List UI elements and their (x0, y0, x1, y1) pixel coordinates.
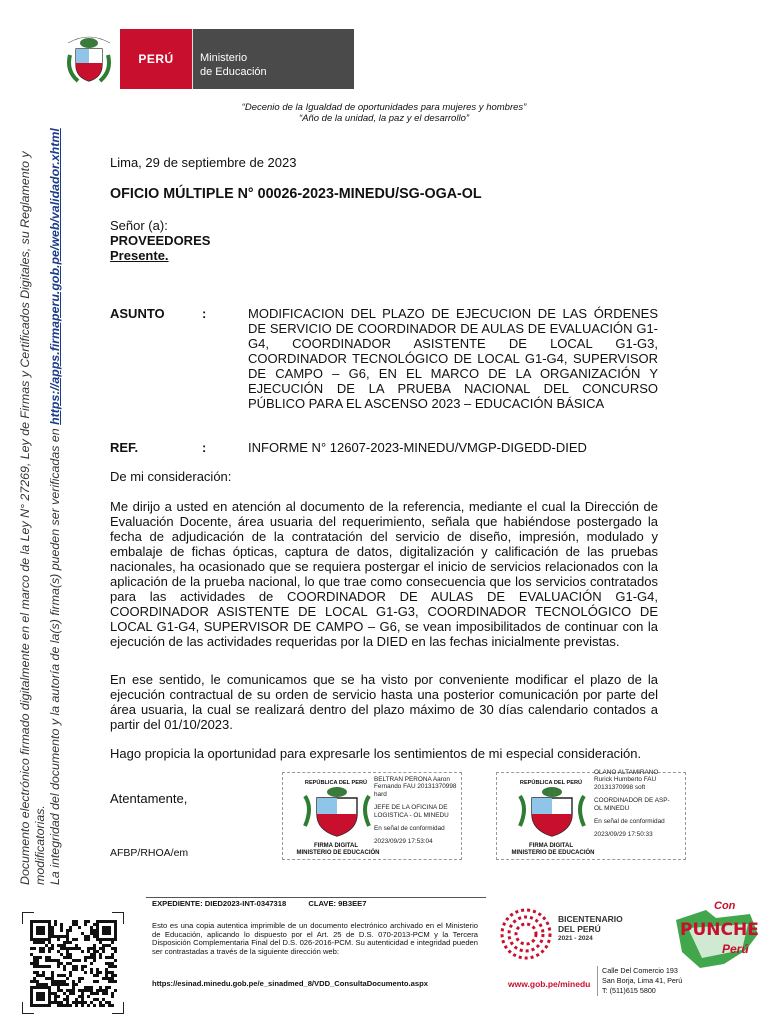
punche-label: PUNCHE (680, 920, 759, 940)
ref-text: INFORME N° 12607-2023-MINEDU/VMGP-DIGEDD-DIED (248, 440, 587, 455)
signer-1-name-2: Fernando FAU 20131370998 (374, 783, 457, 791)
seal-caption-1a: FIRMA DIGITAL (314, 843, 358, 849)
footer-divider (146, 897, 486, 898)
authenticity-notice: Esto es una copia autentica imprimible de un documento electrónico archivado en el Ministerio de Educación, aplicando lo dispuesto por el Art. 25 de D.S. 070-2013-PCM y la Tercera Disposición Complementaria Final del D.S. 026-2016-PCM. Su autenticidad e integridad pueden ser contrastadas a través de la siguiente dirección web: (152, 921, 478, 956)
ministry-name (192, 29, 354, 89)
expediente-line (152, 899, 366, 908)
signer-1-role-1: JEFE DE LA OFICINA DE (374, 804, 448, 812)
address-line-2: San Borja, Lima 41, Perú (602, 976, 683, 985)
digital-signature-note (18, 85, 63, 885)
asunto-colon: : (202, 306, 207, 321)
address-line-1: Calle Del Comercio 193 (602, 966, 678, 975)
bicentenario-line-1: BICENTENARIO (558, 914, 623, 924)
paragraph-3: Hago propicia la oportunidad para expresarle los sentimientos de mi especial consideración. (110, 746, 642, 761)
expediente: EXPEDIENTE: DIED2023-INT-0347318 (152, 899, 287, 908)
bicentenario-logo-icon (500, 904, 552, 964)
seal-caption-2b: MINISTERIO DE EDUCACIÓN (511, 850, 595, 856)
bicentenario-label (558, 914, 623, 944)
clave: CLAVE: 9B3EE7 (308, 899, 367, 908)
signer-2-role-2: OL MINEDU (594, 804, 630, 812)
seal-top-text-1: REPÚBLICA DEL PERÚ (304, 780, 368, 786)
recipient: PROVEEDORES (110, 233, 211, 248)
validator-link[interactable]: https://apps.firmaperu.gob.pe/web/validador.xhtml (48, 128, 62, 425)
signer-1-name-1: BELTRAN PERONA Aaron (374, 776, 450, 783)
signer-2-conformity: En señal de conformidad (594, 818, 665, 826)
side-note-line-1: Documento electrónico firmado digitalmente en el marco de la Ley N° 27269, Ley de Firmas y Certificados Digitales, su Reglamento y modificatorias. (18, 151, 47, 885)
signer-2-timestamp: 2023/09/29 17:50:33 (594, 831, 653, 839)
seal-caption-1b: MINISTERIO DE EDUCACIÓN (296, 850, 380, 856)
signer-2-role-1: COORDINADOR DE ASP- (594, 797, 670, 805)
signer-2-name-2: Rurick Humberto FAU (594, 776, 657, 784)
letter-date: Lima, 29 de septiembre de 2023 (110, 155, 297, 170)
address-line-3: T: (511)615 5800 (602, 986, 656, 995)
side-note-line-2 (48, 85, 63, 885)
ministry-header (58, 29, 354, 89)
asunto-text: MODIFICACION DEL PLAZO DE EJECUCION DE LAS ÓRDENES DE SERVICIO DE COORDINADOR DE AULAS DE EVALUACIÓN G1-G4, COORDINADOR ASISTENTE DE LOCAL G1-G3, COORDINADOR TECNOLÓGICO DE LOCAL G1-G4, SUPERVISOR DE CAMPO – G6, EN EL MARCO DE LA ORGANIZACIÓN Y EJECUCIÓN DE LA PRUEBA NACIONAL DEL CONCURSO PÚBLICO PARA EL ASCENSO 2023 – EDUCACIÓN BÁSICA (248, 306, 658, 411)
signer-2-name-1: OLANO ALTAMIRANO (594, 769, 659, 776)
side-note-prefix: La integridad del documento y la autoría de la(s) firma(s) pueden ser verificadas en (48, 424, 62, 885)
con-punche-peru-logo-icon (668, 898, 766, 974)
ministry-line-2: de Educación (200, 66, 267, 78)
national-shield-icon (58, 29, 120, 89)
punche-peru-label: Perú (722, 942, 749, 956)
paragraph-2: En ese sentido, le comunicamos que se ha visto por conveniente modificar el plazo de la ejecución contractual de su orden de servicio hasta una posterior comunicación por parte del área usuaria, la cual se realizará dentro del plazo máximo de 30 días calendario contados a partir del 01/10/2023. (110, 672, 658, 732)
address-block (597, 966, 707, 996)
greeting: De mi consideración: (110, 469, 232, 484)
signer-1-role-2: LOGISTICA - OL MINEDU (374, 811, 449, 819)
ref-label: REF. (110, 440, 139, 455)
signer-1-info (374, 776, 456, 846)
initials: AFBP/RHOA/em (110, 847, 189, 859)
seal-top-text-2: REPÚBLICA DEL PERÚ (519, 780, 583, 786)
verification-url[interactable]: https://esinad.minedu.gob.pe/e_sinadmed_8/VDD_ConsultaDocumento.aspx (152, 979, 428, 988)
document-title: OFICIO MÚLTIPLE N° 00026-2023-MINEDU/SG-OGA-OL (110, 186, 482, 202)
signer-1-timestamp: 2023/09/29 17:53:04 (374, 838, 433, 846)
signer-1-name-3: hard (374, 790, 387, 798)
signer-2-info (594, 769, 670, 839)
slogan-year: “Año de la unidad, la paz y el desarrollo” (298, 113, 470, 124)
peru-label: PERÚ (120, 29, 192, 89)
seal-caption-2a: FIRMA DIGITAL (529, 843, 573, 849)
website-link[interactable]: www.gob.pe/minedu (508, 979, 591, 989)
slogan-decade: “Decenio de la Igualdad de oportunidades para mujeres y hombres” (241, 102, 527, 113)
qr-code-icon (22, 912, 124, 1014)
salutation: Señor (a): (110, 218, 168, 233)
con-label: Con (714, 900, 736, 912)
ref-colon: : (202, 440, 207, 455)
ministry-line-1: Ministerio (200, 52, 248, 64)
bicentenario-years: 2021 - 2024 (558, 935, 593, 942)
presente: Presente. (110, 248, 169, 263)
closing: Atentamente, (110, 791, 188, 806)
bicentenario-line-2: DEL PERÚ (558, 924, 601, 934)
signer-1-conformity: En señal de conformidad (374, 825, 445, 833)
signer-2-name-3: 20131370998 soft (594, 783, 646, 791)
paragraph-1: Me dirijo a usted en atención al documento de la referencia, mediante el cual la Dirección de Evaluación Docente, área usuaria del requerimiento, señala que habiéndose postergado la fecha de adjudicación de la contratación del servicio de diseño, impresión, modulado y embalaje de fichas ópticas, captura de datos, digitalización y calificación de las pruebas nacionales, ha ocasionado que se requiera postergar el inicio de servicios relacionados con la aplicación de la prueba nacional, lo que trae como consecuencia que los servicios contratados para las actividades de COORDINADOR DE AULAS DE EVALUACIÓN G1-G4, COORDINADOR ASISTENTE DE LOCAL G1-G3, COORDINADOR TECNOLÓGICO DE LOCAL G1-G4, SUPERVISOR DE CAMPO – G6, se vean imposibilitados de continuar con la ejecución de las actividades requeridas por la DIED en las fechas inicialmente previstas. (110, 499, 658, 649)
asunto-label: ASUNTO (110, 306, 165, 321)
